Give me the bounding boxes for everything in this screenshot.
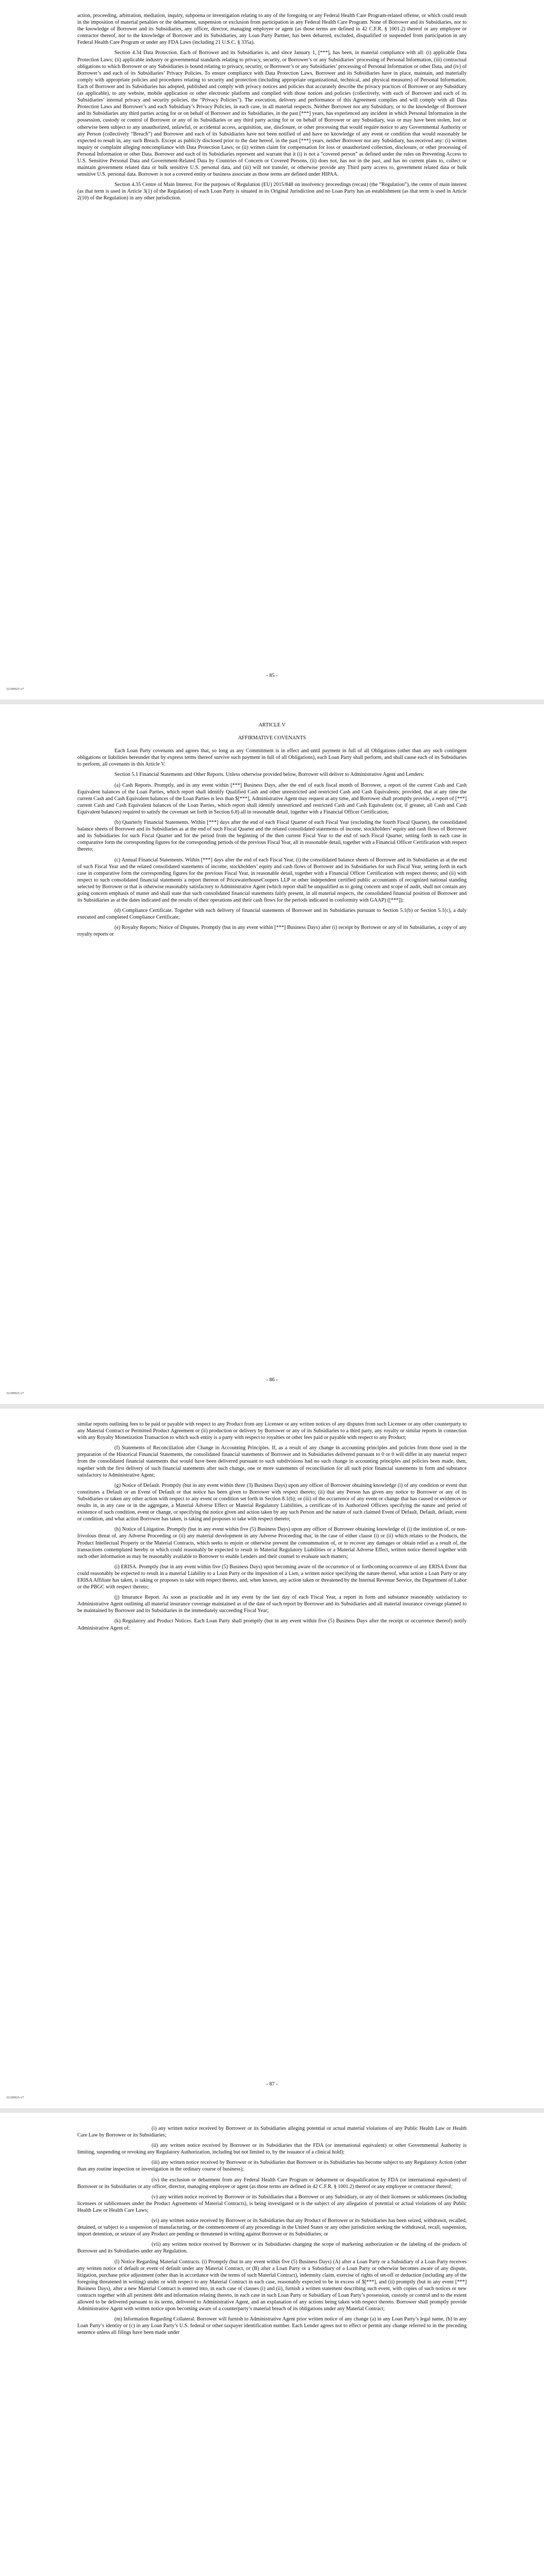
item-a-cash-reports: (a) Cash Reports. Promptly, and in any event within [***] Business Days, after the end of each fiscal month of Borrower, a report of the current Cash and Cash Equivalent balances of the Loan Parties, which report shall identify Qualified Cash and other unrestricted and restricted Cash and Cash Equivalents; provided, that at any time the current Cash and Cash Equivalent balances of the Loan Parties is less than $[***], Administrative Agent may request at any time, and Borrower shall promptly provide, a report of [***] current Cash and Cash Equivalent balances of the Loan Parties, which report shall identify unrestricted and restricted Cash and Cash Equivalents (or, if greater, all Cash and Cash Equivalent balances) required to satisfy the covenant set forth in Section 6.8) all in reasonable detail, together with a Financial Officer Certification;	[77, 782, 467, 815]
item-i-erisa: (i) ERISA. Promptly (but in any event within five (5) Business Days) upon becoming aware of the occurrence of or forthcoming occurrence of any ERISA Event that could reasonably be expected to result in a material Liability to a Loan Party or the imposition of a Lien, a written notice specifying the nature thereof, what action a Loan Party or any ERISA Affiliate has taken, is taking or proposes to take with respect thereto, and, when known, any action taken or threatened by the Internal Revenue Service, the Department of Labor or the PBGC with respect thereto;	[77, 1564, 467, 1590]
document-id: 32109925 v7	[6, 687, 24, 691]
subitem-ii: (ii) any written notice received by Borrower or its Subsidiaries that the FDA (or international equivalent) or other Governmental Authority is limiting, suspending or revoking any Regulatory Authorization, including but not limited to, by the issuance of a clinical hold);	[77, 2143, 467, 2156]
subitem-v: (v) any written notice received by Borrower or its Subsidiaries that a Borrower or any Subsidiary, or any of their licensees or sublicensees (including licensees or sublicensees under the Product Agreements of Material Contracts), is being investigated or is the subject of any allegation of potential or actual violations of any Public Health Law or Health Care Laws;	[77, 2194, 467, 2213]
page-88	[0, 2113, 544, 2576]
item-h-notice-of-litigation: (h) Notice of Litigation. Promptly (but in any event within five (5) Business Days) upon any officer of Borrower obtaining knowledge of (i) the institution of, or non-frivolous threat of, any Adverse Proceeding or (ii) any material development in any Adverse Proceeding that, in the case of either clause (i) or (ii) which relates to the Products, the Product Intellectual Property or the Material Contracts, which seeks to enjoin or otherwise prevent the consummation of, or to recover any damages or obtain relief as a result of, the transactions contemplated hereby or which could reasonably be expected to result in Material Regulatory Liabilities or a Material Adverse Effect, written notice thereof together with such other information as may be reasonably available to Borrower to enable Lenders and their counsel to evaluate such matters;	[77, 1527, 467, 1560]
subitem-vi: (vi) any written notice received by Borrower or its Subsidiaries that any Product of Borrower or its Subsidiaries has been seized, withdrawn, recalled, detained, or subject to a suspension of manufacturing, or the commencement of any proceedings in the United States or any other jurisdiction seeking the withdrawal, recall, suspension, import detention, or seizure of any Product are pending or threatened in writing against Borrower or its Subsidiaries; or	[77, 2218, 467, 2238]
item-m-information-regarding-collateral: (m) Information Regarding Collateral. Borrower will furnish to Administrative Agent prior written notice of any change (a) in any Loan Party’s legal name, (b) in any Loan Party’s identity or (c) in any Loan Party’s U.S. federal or other taxpayer identification number. Each Lender agrees not to effect or permit any change referred to in the preceding sentence unless all filings have been made under	[77, 2316, 467, 2336]
item-l-material-contracts: (l) Notice Regarding Material Contracts. (i) Promptly (but in any event within five (5) Business Days) (A) after a Loan Party or a Subsidiary of a Loan Party receives any written notice of default or event of default under any Material Contract, or (B) after a Loan Party or a Subsidiary of a Loan Party or otherwise becomes aware of any dispute, litigation, purchase price adjustment (other than in accordance with the terms of such Material Contract), indemnity claim, exercise of rights of set-off or deduction (including any of the foregoing threatened in writing) under or with respect to any Material Contract in each case, reasonably expected to be in excess of $[***], and (ii) promptly (but in any event [***] Business Days), after a new Material Contract is entered into, in each case of clauses (i) and (ii), furnish a written statement describing such event, with copies of such notices or new contracts together with all pertinent debt and information relating thereto, in each case in such Loan Party or Subsidiary of Loan Party’s possession, custody or control and to the extent allowed to be delivered pursuant to its terms, delivered to Administrative Agent, and an explanation of any actions being taken with respect thereto. Borrower shall promptly provide Administrative Agent with written notice upon becoming aware of a counterparty’s material breach of its obligations under any Material Contract;	[77, 2259, 467, 2312]
item-d-compliance-certificate: (d) Compliance Certificate. Together with each delivery of financial statements of Borrower and its Subsidiaries pursuant to Section 5.1(b) or Section 5.1(c), a duly executed and completed Compliance Certificate;	[77, 908, 467, 921]
page-85	[0, 0, 544, 700]
subitem-iii: (iii) any written notice received by Borrower or its Subsidiaries that Borrower or its Subsidiaries has become subject to any Regulatory Action (other than any routine inspection or investigation in the ordinary course of business);	[77, 2160, 467, 2173]
paragraph: action, proceeding, arbitration, mediation, inquiry, subpoena or investigation relating to any of the foregoing or any Federal Health Care Program-related offense, or which could result in the imposition of material penalties or the debarment, suspension or exclusion from participation in any Federal Health Care Program. None of Borrower and its Subsidiaries, nor to the knowledge of Borrower and its Subsidiaries, any officer, director, managing employee or agent (as those terms are defined in 42 C.F.R. § 1001.2) thereof or any employee or contractor thereof, nor to the knowledge of Borrower and its Subsidiaries, any Loan Party Partner, has been debarred, excluded, disqualified or suspended from participation in any Federal Health Care Program or under any FDA Laws (including 21 U.S.C. § 335a).	[77, 13, 467, 46]
document-id: 32109925 v7	[6, 1391, 24, 1395]
article-heading: ARTICLE V	[258, 722, 286, 728]
article-intro: Each Loan Party covenants and agrees that, so long as any Commitment is in effect and until payment in full of all Obligations (other than any such contingent obligations or liabilities hereunder that by express terms thereof survive such payment in full of all Obligations), each Loan Party shall perform, and shall cause each of its Subsidiaries to perform, all covenants in this Article V.	[77, 748, 467, 768]
page-number: - 86 -	[266, 1377, 278, 1383]
section-4-34-data-protection: Section 4.34 Data Protection. Each of Borrower and its Subsidiaries is, and since January 1, [***], has been, in material compliance with all: (i) applicable Data Protection Laws; (ii) applicable industry or governmental standards relating to privacy, security, or Borrower’s or any Subsidiaries’ processing of Personal Information, (iii) contractual obligations to which Borrower or any Subsidiaries is bound relating to privacy, security, or Borrower’s or any Subsidiaries’ processing of Personal Information or other Data, and (iv) of Borrower’s and each of its Subsidiaries’ Privacy Policies. To ensure compliance with Data Protection Laws, Borrower and its Subsidiaries have in place, maintain, and materially comply with appropriate policies and procedures relating to security and protection (including appropriate organizational, technical, and physical measures) of Personal Information. Each of Borrower and its Subsidiaries has adopted, published and comply with privacy notices and policies that accurately describe the privacy practices of Borrower or any Subsidiary (as applicable), to any website, mobile application or other electronic platform and complied with those notices and policies (collectively, with each of Borrower and each of its Subsidiaries’ internal privacy and security policies, the “Privacy Policies”). The execution, delivery and performance of this Agreement complies and will comply with all Data Protection Laws and Borrower’s and each Subsidiary’s Privacy Policies, in each case, in all material respects. Neither Borrower nor any Subsidiary, or to the knowledge of Borrower and its Subsidiaries any third parties acting for or on behalf of Borrower and its Subsidiaries, in the past [***] years, has experienced any incident in which Personal Information in the possession, custody or control of Borrower or any of its Subsidiaries or any third party acting for or on behalf of Borrower or any Subsidiary, was or may have been stolen, lost or otherwise been subject to any unauthorized, unlawful, or accidental access, acquisition, use, disclosure, or other processing that would require notice to any Governmental Authority or any Person (collectively “Breach”) and Borrower and each of its Subsidiaries have not been notified of and have no knowledge of any event or condition that would reasonably be expected to result in, any such Breach. Except as publicly disclosed prior to the date hereof, in the past [***] years, neither Borrower nor any Subsidiary, has received any: (i) written inquiry or complaint alleging noncompliance with Data Protection Laws; or (ii) written claim for compensation for loss or unauthorized collection, disclosure, or other processing of Personal Information or other Data. Borrower and each of its Subsidiaries represent and warrant that it (i) is not a “covered person” as defined under the rules on Preventing Access to U.S. Sensitive Personal Data and Government-Related Data by Countries of Concern or Covered Persons, (ii) does not, has not in the past, and has no current plans to, collect or maintain government related data or bulk sensitive U.S. personal data, and (iii) will not transfer, or otherwise provide any Third party access to, government related data or bulk sensitive U.S. personal data. Borrower is not a covered entity or business associate as those terms are defined under HIPAA.	[77, 50, 467, 178]
item-f-statements-of-reconciliation: (f) Statements of Reconciliation after Change in Accounting Principles. If, as a result of any change in accounting principles and policies from those used in the preparation of the Historical Financial Statements, the consolidated financial statements of Borrower and its Subsidiaries delivered pursuant to 0 or 0 will differ in any material respect from the consolidated financial statements that would have been delivered pursuant to such subdivisions had no such change in accounting principles and policies been made, then, together with the first delivery of such financial statements after such change, one or more statements of reconciliation for all such prior financial statements in form and substance satisfactory to Administrative Agent;	[77, 1445, 467, 1478]
article-title: AFFIRMATIVE COVENANTS	[238, 735, 306, 741]
subitem-iv: (iv) the exclusion or debarment from any Federal Health Care Program or debarment or disqualification by FDA (or international equivalent) of Borrower or its Subsidiaries or any officer, director, managing employee or agent (as those terms are defined in 42 C.F.R. § 1001.2) thereof or any employee or contractor thereof;	[77, 2177, 467, 2190]
page-number: - 85 -	[266, 672, 278, 679]
page-number: - 87 -	[266, 2081, 278, 2087]
item-b-quarterly-financial-statements: (b) Quarterly Financial Statements. Within [***] days after the end of each Fiscal Quarter of each Fiscal Year (excluding the fourth Fiscal Quarter), the consolidated balance sheets of Borrower and its Subsidiaries as at the end of such Fiscal Quarter and the related consolidated statements of income, stockholders’ equity and cash flows of Borrower and its Subsidiaries for such Fiscal Quarter and for the period from the beginning of the then current Fiscal Year to the end of such Fiscal Quarter, setting forth in each case in comparative form the corresponding figures for the corresponding periods of the previous Fiscal Year, all in reasonable detail, together with a Financial Officer Certification with respect thereto;	[77, 820, 467, 853]
page-86	[0, 704, 544, 1404]
paragraph: similar reports outlining fees to be paid or payable with respect to any Product from any Licensee or any written notices of any disputes from such Licensee or any other counterparty to any Material Contract or Permitted Product Agreement or (ii) production or delivery by Borrower or any of its Subsidiaries to a third party, any royalty or similar reports in connection with any Royalty Monetization Transaction to which such entity is a party with respect to royalties or other fees paid or payable with respect to any Product;	[77, 1421, 467, 1441]
item-c-annual-financial-statements: (c) Annual Financial Statements. Within [***] days after the end of each Fiscal Year, (i) the consolidated balance sheets of Borrower and its Subsidiaries as at the end of such Fiscal Year and the related consolidated statements of income, stockholders’ equity and cash flows of Borrower and its Subsidiaries for such Fiscal Year, setting forth in each case in comparative form the corresponding figures for the previous Fiscal Year, in reasonable detail, together with a Financial Officer Certification with respect thereto; and (ii) with respect to such consolidated financial statements a report thereon of PricewaterhouseCoopers LLP or other independent certified public accountants of recognized national standing selected by Borrower or that is otherwise reasonably satisfactory to Administrative Agent (which report shall be unqualified as to going concern and scope of audit, shall not contain any going concern emphasis of matter and shall state that such consolidated financial statements fairly present, in all material respects, the consolidated financial position of Borrower and its Subsidiaries as at the dates indicated and the results of their operations and their cash flows for the periods indicated in conformity with GAAP) ([***]);	[77, 857, 467, 904]
item-e-royalty-reports: (e) Royalty Reports; Notice of Disputes. Promptly (but in any event within [***] Business Days) after (i) receipt by Borrower or any of its Subsidiaries, a copy of any royalty reports or	[77, 925, 467, 938]
page-87	[0, 1409, 544, 2108]
subitem-i: (i) any written notice received by Borrower or its Subsidiaries alleging potential or actual material violations of any Public Health Law or Health Care Law by Borrower or its Subsidiaries;	[77, 2126, 467, 2139]
item-g-notice-of-default: (g) Notice of Default. Promptly (but in any event within three (3) Business Days) upon any officer of Borrower obtaining knowledge (i) of any condition or event that constitutes a Default or an Event of Default or that notice has been given to Borrower with respect thereto; (ii) that any Person has given any notice to Borrower or any of its Subsidiaries or taken any other action with respect to any event or condition set forth in Section 8.1(b); or (iii) of the occurrence of any event or change that has caused or evidences or results in, in any case or in the aggregate, a Material Adverse Effect or Material Regulatory Liabilities, a certificate of its Authorized Officers specifying the nature and period of existence of such condition, event or change, or specifying the notice given and action taken by any such Person and the nature of such claimed Event of Default, Default, default, event or condition, and what action Borrower has taken, is taking and proposes to take with respect thereto;	[77, 1482, 467, 1522]
item-k-regulatory-notices: (k) Regulatory and Product Notices. Each Loan Party shall promptly (but in any event within five (5) Business Days after the receipt or occurrence thereof) notify Administrative Agent of:	[77, 1618, 467, 1631]
document-id: 32109925 v7	[6, 2095, 24, 2099]
item-j-insurance-report: (j) Insurance Report. As soon as practicable and in any event by the last day of each Fiscal Year, a report in form and substance reasonably satisfactory to Administrative Agent outlining all material insurance coverage maintained as of the date of such report by Borrower and its Subsidiaries and all material insurance coverage planned to be maintained by Borrower and its Subsidiaries in the immediately succeeding Fiscal Year;	[77, 1595, 467, 1614]
section-4-35-centre-of-main-interest: Section 4.35 Centre of Main Interest. For the purposes of Regulation (EU) 2015/848 on insolvency proceedings (recast) (the “Regulation”), the centre of main interest (as that term is used in Article 3(1) of the Regulation) of each Loan Party is situated in its Original Jurisdiction and no Loan Party has an establishment (as that term is used in Article 2(10) of the Regulation) in any other jurisdiction.	[77, 182, 467, 201]
subitem-vii: (vii) any written notice received by Borrower or its Subsidiaries changing the scope of marketing authorization or the labeling of the products of Borrower and its Subsidiaries under any Regulation.	[77, 2242, 467, 2255]
section-5-1-financial-statements: Section 5.1 Financial Statements and Other Reports. Unless otherwise provided below, Borrower will deliver to Administrative Agent and Lenders:	[114, 772, 424, 778]
